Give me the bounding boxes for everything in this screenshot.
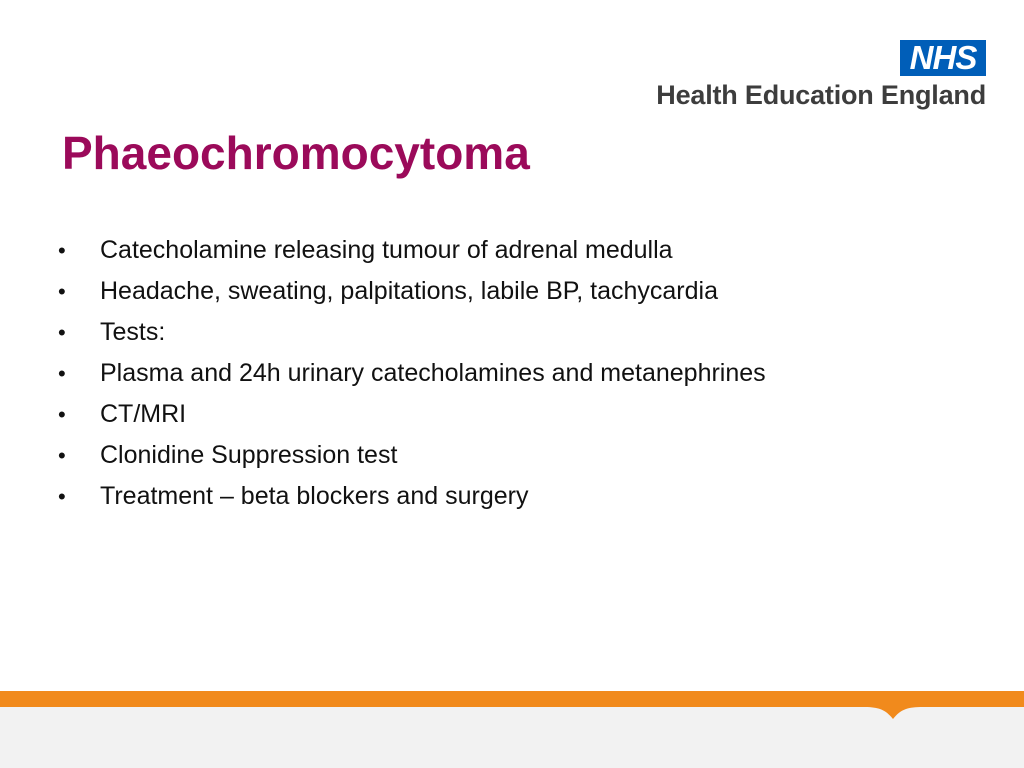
bullet-text: Treatment – beta blockers and surgery [100, 482, 529, 510]
bullet-icon: • [58, 484, 66, 509]
hee-logo [626, 40, 986, 112]
bullet-text: Headache, sweating, palpitations, labile BP, tachycardia [100, 277, 718, 305]
bullet-text: Tests: [100, 318, 166, 346]
bullet-text: CT/MRI [100, 400, 187, 428]
bullet-text: Clonidine Suppression test [100, 441, 398, 469]
bullet-text: Plasma and 24h urinary catecholamines and metanephrines [100, 359, 766, 387]
bullet-icon: • [58, 238, 66, 263]
footer-notch-svg [863, 707, 923, 727]
bullet-icon: • [58, 320, 66, 345]
bullet-icon: • [58, 443, 66, 468]
bullet-icon: • [58, 402, 66, 427]
bullet-icon: • [58, 361, 66, 386]
bullet-icon: • [58, 279, 66, 304]
organisation-name: Health Education England [656, 80, 986, 110]
bullet-text: Catecholamine releasing tumour of adrenal medulla [100, 236, 673, 264]
footer-orange-bar [0, 691, 1024, 707]
nhs-badge: NHS [900, 40, 986, 76]
slide-title: Phaeochromocytoma [62, 127, 530, 179]
